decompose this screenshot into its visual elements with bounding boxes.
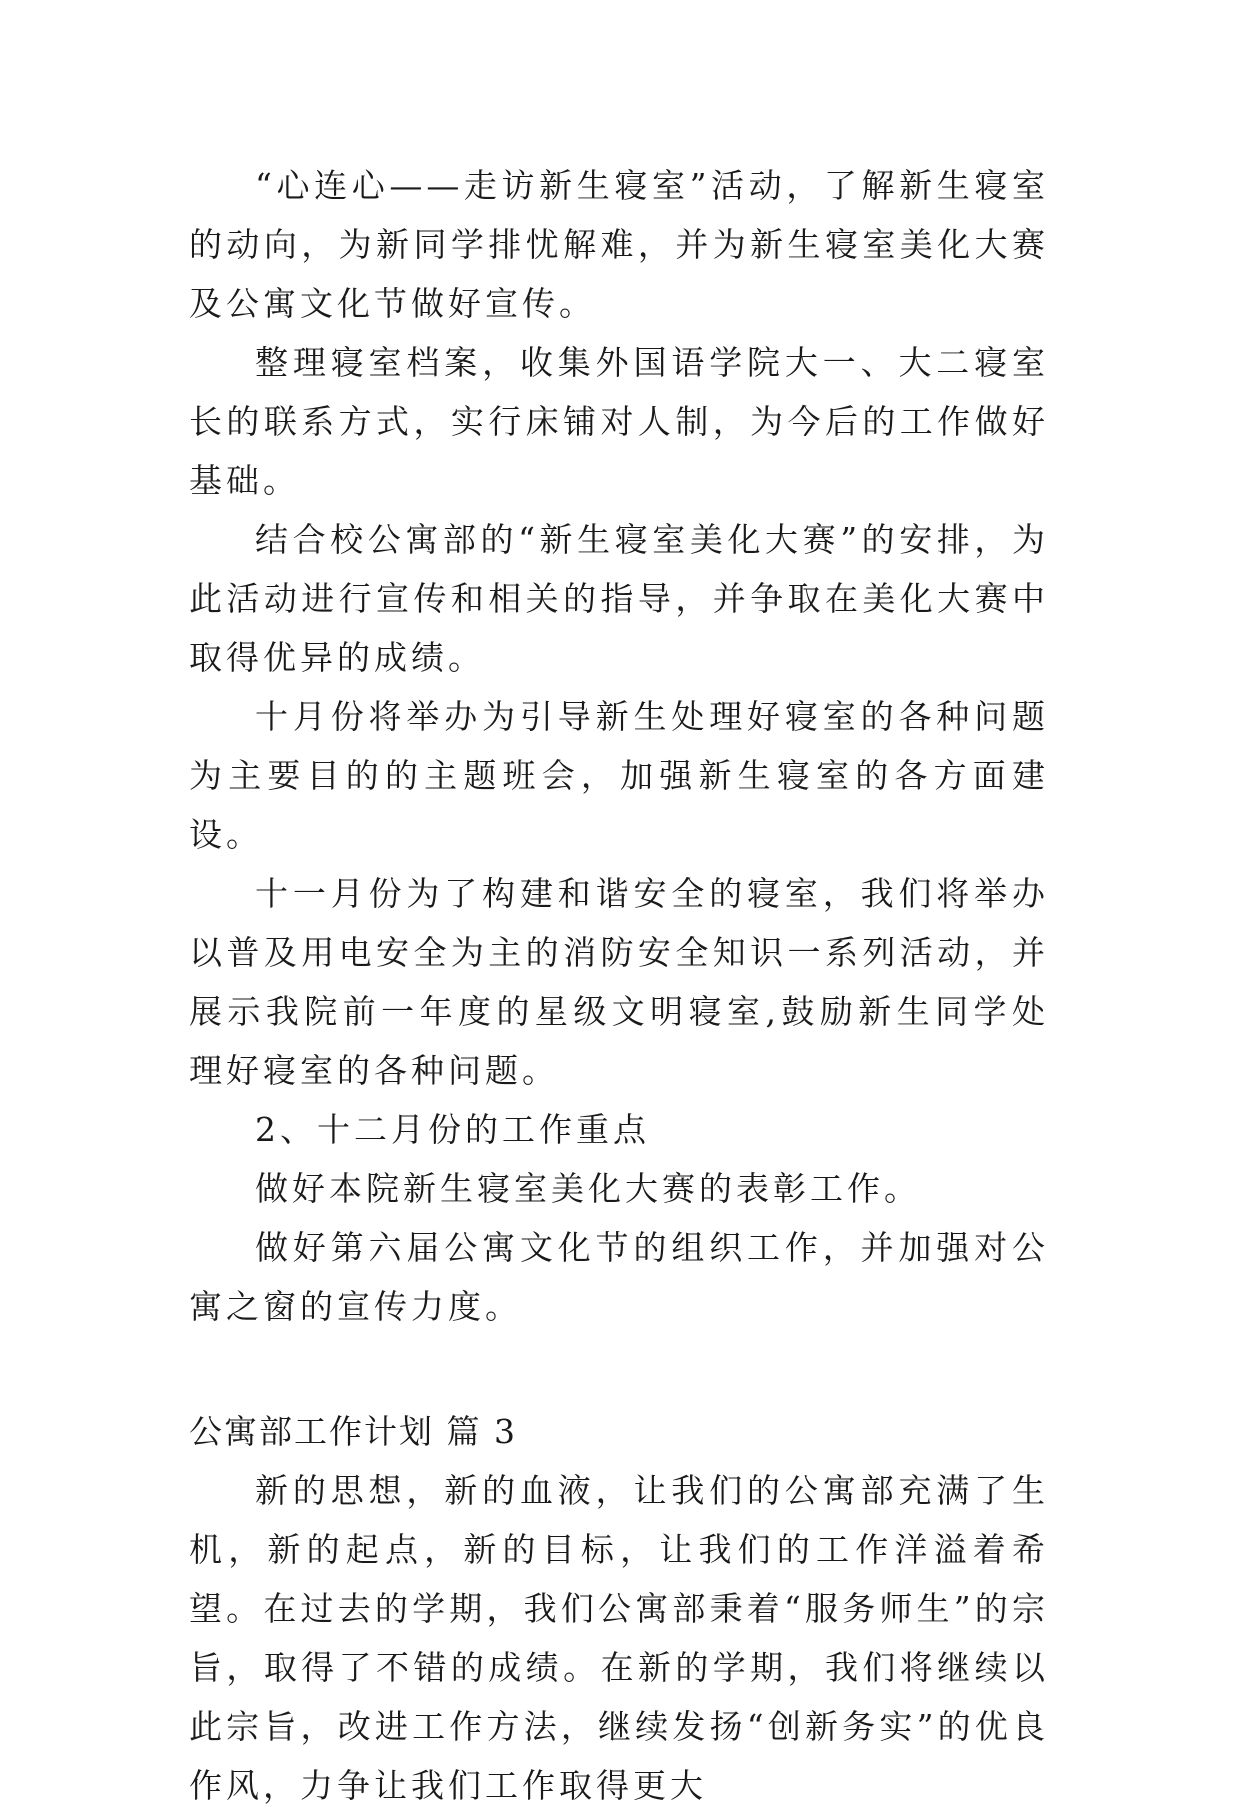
paragraph-november-safety: 十一月份为了构建和谐安全的寝室，我们将举办以普及用电安全为主的消防安全知识一系列活动，并展示我院前一年度的星级文明寝室,鼓励新生同学处理好寝室的各种问题。 xyxy=(189,874,1049,1090)
paragraph-october-meeting: 十月份将举办为引导新生处理好寝室的各种问题为主要目的的主题班会，加强新生寝室的各方面建设。 xyxy=(189,697,1049,854)
document-body xyxy=(189,156,1049,1815)
section-heading: 公寓部工作计划 篇 3 xyxy=(189,1412,517,1451)
paragraph-new-semester: 新的思想，新的血液，让我们的公寓部充满了生机，新的起点，新的目标，让我们的工作洋溢着希望。在过去的学期，我们公寓部秉着“服务师生”的宗旨，取得了不错的成绩。在新的学期，我们将继续以此宗旨，改进工作方法，继续发扬“创新务实”的优良作风，力争让我们工作取得更大 xyxy=(189,1471,1049,1805)
paragraph-december-focus: 2、十二月份的工作重点 xyxy=(255,1110,650,1149)
paragraph-culture-festival: 做好第六届公寓文化节的组织工作，并加强对公寓之窗的宣传力度。 xyxy=(189,1228,1049,1326)
paragraph-dorm-archives: 整理寝室档案，收集外国语学院大一、大二寝室长的联系方式，实行床铺对人制，为今后的工作做好基础。 xyxy=(189,343,1049,500)
paragraph-commendation: 做好本院新生寝室美化大赛的表彰工作。 xyxy=(255,1169,921,1208)
paragraph-beautification-contest: 结合校公寓部的“新生寝室美化大赛”的安排，为此活动进行宣传和相关的指导，并争取在美化大赛中取得优异的成绩。 xyxy=(189,520,1049,677)
paragraph-visit-dorms: “心连心——走访新生寝室”活动，了解新生寝室的动向，为新同学排忧解难，并为新生寝室美化大赛及公寓文化节做好宣传。 xyxy=(189,166,1049,323)
